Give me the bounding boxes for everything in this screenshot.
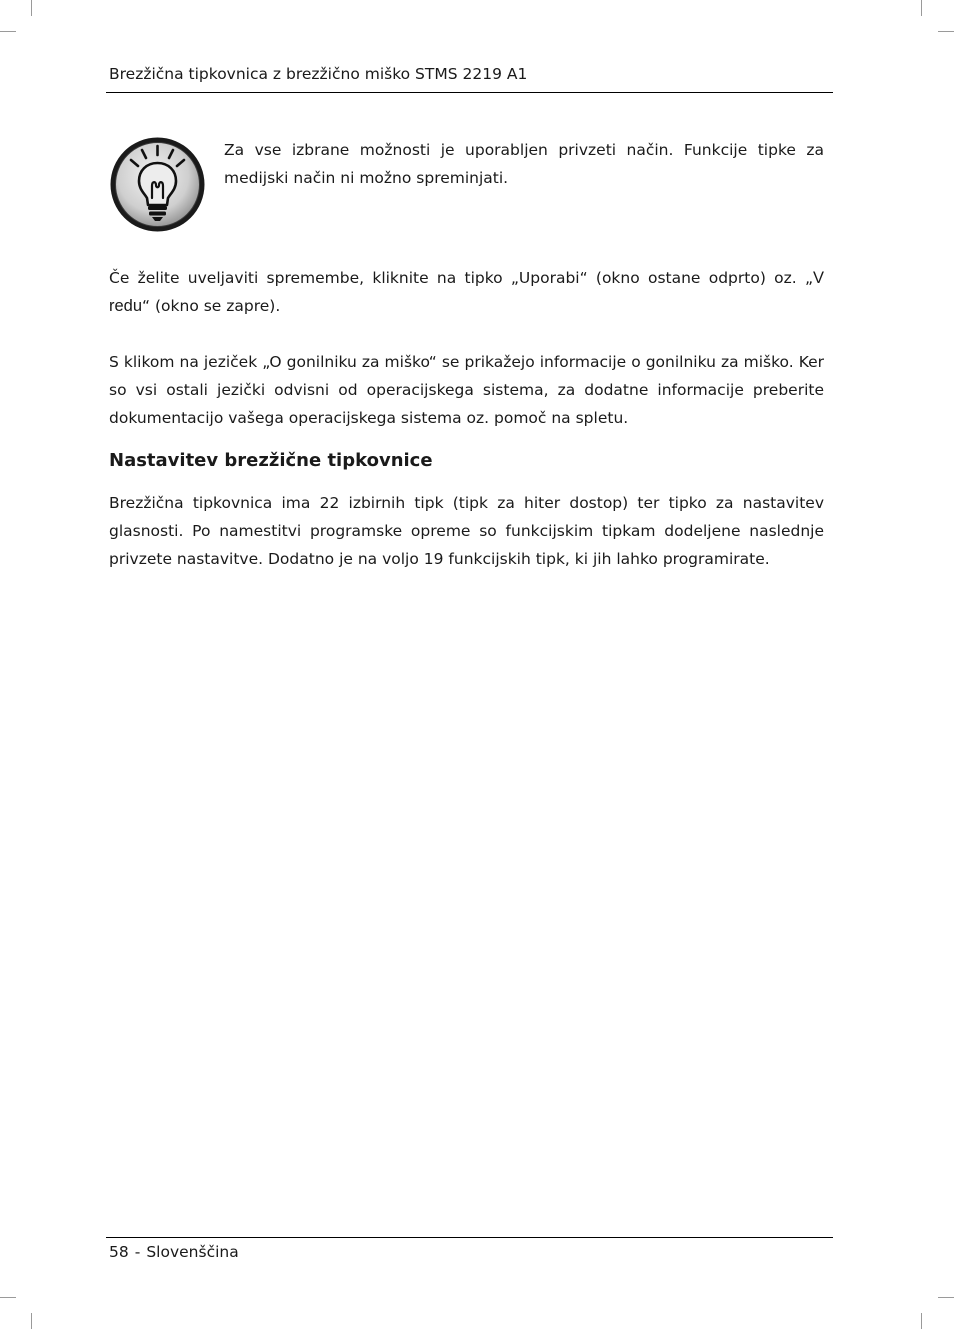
apply-text-before: Če želite uveljaviti spremembe, kliknite na tipko „Uporabi“ (okno ostane odprto) oz. „ (109, 269, 813, 287)
ok-button-name: V redu (109, 269, 824, 315)
crop-mark (31, 1313, 32, 1329)
page-footer (109, 1242, 239, 1262)
apply-paragraph (109, 264, 824, 320)
tip-text: Za vse izbrane možnosti je uporabljen privzeti način. Funkcije tipke za medijski način ni možno spreminjati. (224, 141, 824, 187)
crop-mark (938, 31, 954, 32)
crop-mark (921, 0, 922, 16)
crop-mark (938, 1297, 954, 1298)
crop-mark (921, 1313, 922, 1329)
footer-separator: - (134, 1243, 141, 1261)
section-body: Brezžična tipkovnica ima 22 izbirnih tipk (tipk za hiter dostop) ter tipko za nastavitev glasnosti. Po namestitvi programske opreme so funkcijskim tipkam dodeljene naslednje privzete nastavitve. Dodatno je na voljo 19 funkcijskih tipk, ki jih lahko programirate. (109, 494, 824, 568)
footer-rule (106, 1237, 833, 1238)
header-rule (106, 92, 833, 93)
page-number: 58 (109, 1243, 129, 1261)
crop-mark (0, 31, 16, 32)
footer-language: Slovenščina (146, 1243, 239, 1261)
apply-text-after: “ (okno se zapre). (142, 297, 281, 315)
crop-mark (31, 0, 32, 16)
page-header-title: Brezžična tipkovnica z brezžično miško STMS 2219 A1 (109, 65, 528, 83)
section-heading: Nastavitev brezžične tipkovnice (109, 450, 433, 471)
lightbulb-icon (109, 136, 206, 233)
driver-tab-paragraph: S klikom na jeziček „O gonilniku za miško“ se prikažejo informacije o gonilniku za miško. Ker so vsi ostali jezički odvisni od operacijskega sistema, za dodatne informacije preberite dokumentacijo vašega operacijskega sistema oz. pomoč na spletu. (109, 353, 824, 427)
crop-mark (0, 1297, 16, 1298)
